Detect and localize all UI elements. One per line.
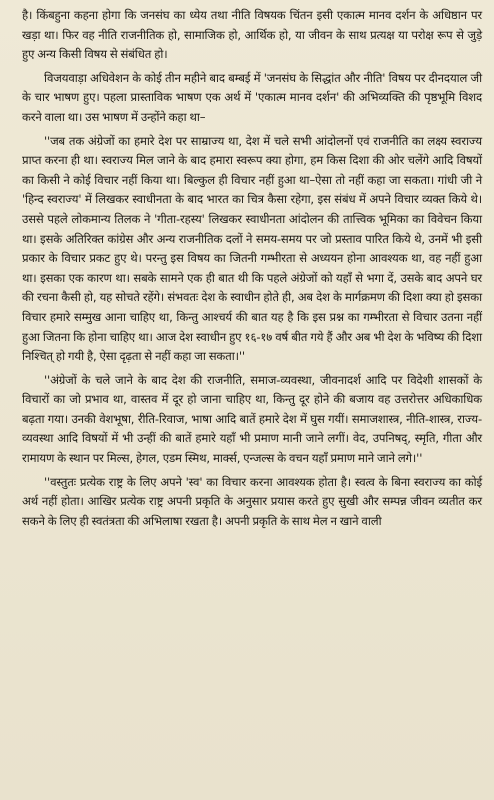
quote-paragraph-1: ''जब तक अंग्रेजों का हमारे देश पर साम्राज्य था, देश में चले सभी आंदोलनों एवं राजनीति का लक्ष्य स्वराज्य प्राप्त करना ही था। स्वराज्य मिल जाने के बाद हमारा स्वरूप क्या होगा, हम किस दिशा की ओर चलेंगे आदि विषयों का किसी ने कोई विचार नहीं किया था। बिल्कुल ही विचार नहीं हुआ था–ऐसा तो नहीं कहा जा सकता। गांधी जी ने 'हिन्द स्वराज्य' में लिखकर स्वाधीनता के बाद भारत का चित्र कैसा रहेगा, इस संबंध में अपने विचार व्यक्त किये थे। उससे पहले लोकमान्य तिलक ने 'गीता-रहस्य' लिखकर स्वाधीनता आंदोलन की तात्त्विक भूमिका का विवेचन किया था। इसके अतिरिक्त कांग्रेस और अन्य राजनीतिक दलों ने समय-समय पर जो प्रस्ताव पारित किये थे, उनमें भी इसी प्रकार के विचार प्रकट हुए थे। परन्तु इस विषय का जितनी गम्भीरता से अध्ययन होना आवश्यक था, वह नहीं हुआ था। इसका एक कारण था। सबके सामने एक ही बात थी कि पहले अंग्रेजों को यहाँ से भगा दें, उसके बाद अपने घर की रचना कैसी हो, यह सोचते रहेंगे। संभवतः देश के स्वाधीन होते ही, अब देश के मार्गक्रमण की दिशा क्या हो इसका विचार हमारे सम्मुख आना चाहिए था, किन्तु आश्चर्य की बात यह है कि इस प्रश्न का गम्भीरता से विचार उतना नहीं हुआ जितना कि होना चाहिए था। आज देश स्वाधीन हुए १६-१७ वर्ष बीत गये हैं और अब भी देश के भविष्य की दिशा निश्चित् हो गयी है, ऐसा दृढ़ता से नहीं कहा जा सकता।'' (22, 133, 482, 364)
quote-paragraph-3: ''वस्तुतः प्रत्येक राष्ट्र के लिए अपने 'स्व' का विचार करना आवश्यक होता है। स्वत्व के बिना स्वराज्य का कोई अर्थ नहीं होता। आखिर प्रत्येक राष्ट्र अपनी प्रकृति के अनुसार प्रयास करते हुए सुखी और सम्पन्न जीवन व्यतीत कर सकने के लिए ही स्वतंत्रता की अभिलाषा रखता है। अपनी प्रकृति के साथ मेल न खाने वाली (22, 474, 482, 528)
quote-paragraph-2: ''अंग्रेजों के चले जाने के बाद देश की राजनीति, समाज-व्यवस्था, जीवनादर्श आदि पर विदेशी शासकों के विचारों का जो प्रभाव था, वास्तव में दूर हो जाना चाहिए था, किन्तु दूर होने की बजाय वह उत्तरोत्तर अधिकाधिक बढ़ता गया। उनकी वेशभूषा, रीति-रिवाज, भाषा आदि बातें हमारे देश में घुस गयीं। समाजशास्त्र, नीति-शास्त्र, राज्य-व्यवस्था आदि विषयों में भी उन्हीं की बातें हमारे यहाँ भी प्रमाण मानी जाने लगीं। वेद, उपनिषद्, स्मृति, गीता और रामायण के स्थान पर मिल्स, हेगल, एडम स्मिथ, मार्क्स, एन्जल्स के वचन यहाँ प्रमाण माने जाने लगे।'' (22, 372, 482, 466)
paragraph-1: है। किंबहुना कहना होगा कि जनसंघ का ध्येय तथा नीति विषयक चिंतन इसी एकात्म मानव दर्शन के अधिष्ठान पर खड़ा था। फिर वह नीति राजनीतिक हो, सामाजिक हो, आर्थिक हो, या जीवन के साथ प्रत्यक्ष या परोक्ष रूप से जुड़े हुए अन्य किसी विषय से संबंधित हो। (22, 8, 482, 62)
paragraph-2: विजयवाड़ा अधिवेशन के कोई तीन महीने बाद बम्बई में 'जनसंघ के सिद्धांत और नीति' विषय पर दीनदयाल जी के चार भाषण हुए। पहला प्रास्ताविक भाषण एक अर्थ में 'एकात्म मानव दर्शन' की अभिव्यक्ति की पृष्ठभूमि विशद करने वाला था। उस भाषण में उन्होंने कहा था– (22, 70, 482, 124)
